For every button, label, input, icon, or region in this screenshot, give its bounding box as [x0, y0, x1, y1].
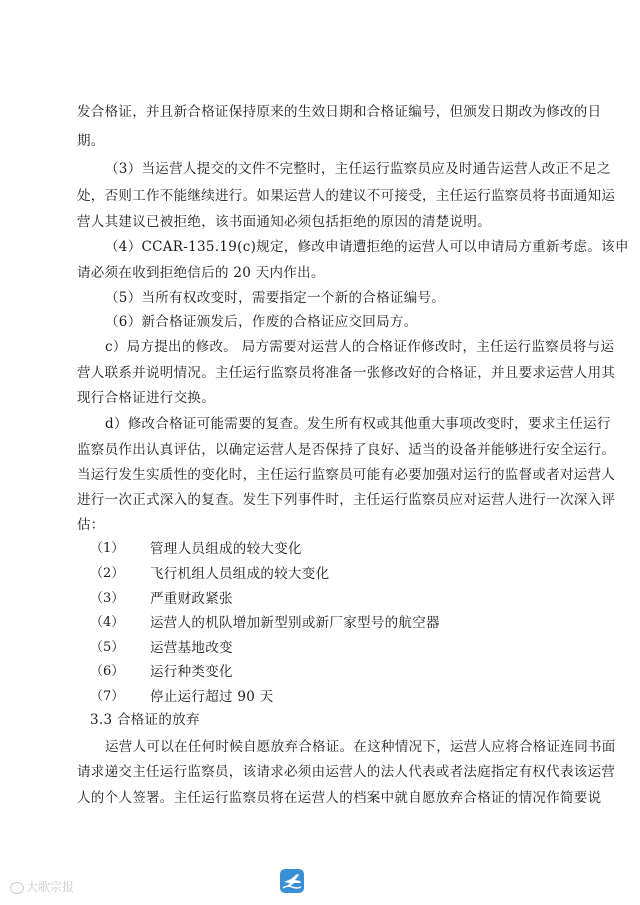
weibo-icon	[10, 882, 24, 894]
list-item-number: （4）	[90, 615, 125, 630]
paragraph-line: 发合格证，并且新合格证保持原来的生效日期和合格证编号，但颁发日期改为修改的日	[77, 104, 602, 120]
list-item-text: 运营人的机队增加新型别或新厂家型号的航空器	[150, 615, 440, 631]
list-item-number: （5）	[90, 640, 125, 655]
paragraph-line: （6）新合格证颁发后，作废的合格证应交回局方。	[105, 314, 418, 330]
watermark-text: 大歌宗报	[26, 880, 75, 894]
watermark	[10, 878, 74, 895]
list-item-text: 严重财政紧张	[150, 591, 233, 607]
paragraph-line: 营人其建议已被拒绝，该书面通知必须包括拒绝的原因的清楚说明。	[77, 214, 491, 230]
paragraph-line: 人的个人签署。主任运行监察员将在运营人的档案中就自愿放弃合格证的情况作简要说	[77, 790, 602, 806]
list-item-number: （1）	[90, 541, 125, 556]
paragraph-line: 现行合格证进行交换。	[77, 390, 215, 406]
paragraph-line: 营人联系并说明情况。主任运行监察员将准备一张修改好的合格证，并且要求运营人用其	[77, 365, 616, 381]
paragraph-line: （5）当所有权改变时，需要指定一个新的合格证编号。	[105, 290, 446, 306]
section-heading: 3.3 合格证的放弃	[90, 712, 200, 728]
paragraph-line: 当运行发生实质性的变化时，主任运行监察员可能有必要加强对运行的监督或者对运营人	[77, 467, 616, 483]
paragraph-line: 运营人可以在任何时候自愿放弃合格证。在这种情况下，运营人应将合格证连同书面	[105, 739, 616, 755]
list-item-text: 管理人员组成的较大变化	[150, 541, 302, 557]
paragraph-line: 进行一次正式深入的复查。发生下列事件时，主任运行监察员应对运营人进行一次深入评	[77, 492, 616, 508]
list-item-number: （3）	[90, 591, 125, 606]
paragraph-line: （4）CCAR-135.19(c)规定，修改申请遭拒绝的运营人可以申请局方重新考虑。该申	[105, 239, 629, 255]
list-item-number: （2）	[90, 566, 125, 581]
list-item-text: 运营基地改变	[150, 640, 233, 656]
list-item-number: （6）	[90, 664, 125, 679]
paragraph-line: d）修改合格证可能需要的复查。发生所有权或其他重大事项改变时，要求主任运行	[105, 416, 611, 432]
paragraph-line: 处，否则工作不能继续进行。如果运营人的建议不可接受，主任运行监察员将书面通知运	[77, 188, 616, 204]
list-item-text: 飞行机组人员组成的较大变化	[150, 566, 330, 582]
paragraph-line: 期。	[77, 133, 105, 149]
list-item-text: 停止运行超过 90 天	[150, 689, 274, 705]
paragraph-line: 请求递交主任运行监察员，该请求必须由运营人的法人代表或者法庭指定有权代表该运营	[77, 764, 616, 780]
paragraph-line: c）局方提出的修改。 局方需要对运营人的合格证作修改时，主任运行监察员将与运	[105, 339, 615, 355]
list-item-number: （7）	[90, 689, 125, 704]
paragraph-line: 请必须在收到拒绝信后的 20 天内作出。	[77, 265, 325, 281]
airplane-cloud-icon	[279, 868, 305, 894]
list-item-text: 运行种类变化	[150, 664, 233, 680]
paragraph-line: 监察员作出认真评估，以确定运营人是否保持了良好、适当的设备并能够进行安全运行。	[77, 442, 616, 458]
paragraph-line: （3）当运营人提交的文件不完整时，主任运行监察员应及时通告运营人改正不足之	[105, 161, 611, 177]
paragraph-line: 估：	[77, 517, 105, 533]
